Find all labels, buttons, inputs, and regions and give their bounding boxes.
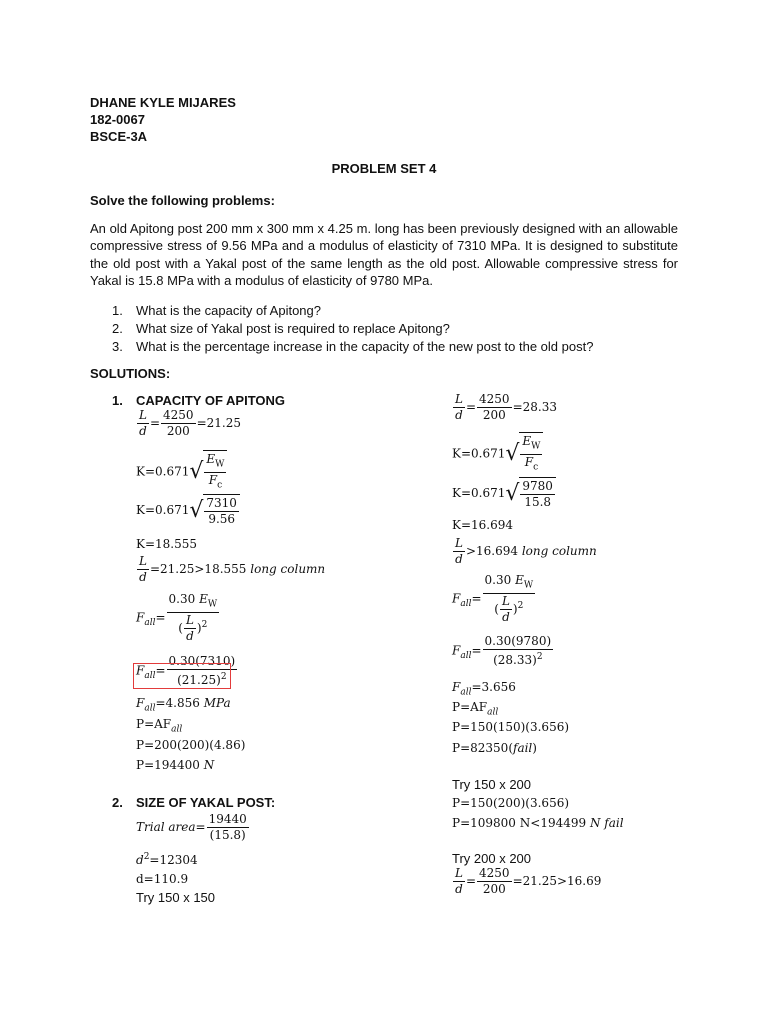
equation-k-formula: K=0.671 √ $\frac{E_W}{F_c}$ <box>136 450 227 494</box>
equation-k-result-yakal: K=16.694 <box>452 518 514 532</box>
trial-size-2: Try 150 x 200 <box>452 777 532 792</box>
solutions-label: SOLUTIONS: <box>90 366 171 381</box>
student-header <box>90 94 236 145</box>
section-heading-capacity: 1. CAPACITY OF APITONG <box>112 393 286 408</box>
trial-size-3: Try 200 x 200 <box>452 851 532 866</box>
equation-fall-values: $F_{all}=$ $\frac{0.30(7310)}{(21.25)^2}$ <box>136 654 236 687</box>
equation-p-formula: $P=AF_{all}$ <box>136 717 183 735</box>
equation-ld-trial3: $\frac{L}{d}$ = $\frac{4250}{200}$ =21.25>16.69 <box>455 866 602 896</box>
equation-p-formula-yakal: $P=AF_{all}$ <box>452 700 499 718</box>
list-item: 2. What size of Yakal post is required to replace Apitong? <box>112 321 450 336</box>
equation-k-values-yakal: K=0.671 √ $\frac{9780}{15.8}$ <box>452 477 556 510</box>
highlight-box <box>133 663 231 689</box>
instruction: Solve the following problems: <box>90 193 275 208</box>
equation-p2-calc: P=150(200)(3.656) <box>452 796 570 810</box>
equation-ld: $\frac{L}{d}$ = $\frac{4250}{200}$ =21.25 <box>139 408 241 438</box>
equation-ld-compare-yakal: $\frac{L}{d}$ >16.694 long column <box>455 536 597 566</box>
equation-p-calc-yakal: P=150(150)(3.656) <box>452 720 570 734</box>
equation-p2-result: P=109800 N<194499 N fail <box>452 816 624 830</box>
trial-size-1: Try 150 x 150 <box>136 890 216 905</box>
student-name: DHANE KYLE MIJARES <box>90 95 236 110</box>
equation-ld-compare: $\frac{L}{d}$ =21.25>18.555 long column <box>139 554 326 584</box>
equation-d: d=110.9 <box>136 872 189 886</box>
section-heading-yakal: 2. SIZE OF YAKAL POST: <box>112 795 276 810</box>
question-list <box>112 302 672 356</box>
equation-fall-values-yakal: $F_{all}=$ $\frac{0.30(9780)}{(28.33)^2}$ <box>452 634 552 667</box>
equation-d-squared: $d^2=12304$ <box>136 852 198 867</box>
equation-ld-yakal: $\frac{L}{d}$ = $\frac{4250}{200}$ =28.33 <box>455 392 557 422</box>
equation-trial-area: Trial area= $\frac{19440}{(15.8)}$ <box>136 812 247 842</box>
equation-p-result-yakal: P=82350(fail) <box>452 741 537 755</box>
problem-statement: An old Apitong post 200 mm x 300 mm x 4.25 m. long has been previously designed with an allowable compressive stress of 9.56 MPa and a modulus of elasticity of 7310 MPa. It is designed to substitute the old post with a Yakal post of the same length as the old post. Allowable compressive stress for Yakal is 15.8 MPa with a modulus of elasticity of 9780 MPa. <box>90 221 678 288</box>
equation-k-values: K=0.671 √ $\frac{7310}{9.56}$ <box>136 494 240 527</box>
equation-fall-formula: $F_{all}=$ 0.30 $E_W$ ( $\frac{L}{d}$ )$^2$ <box>136 592 218 644</box>
equation-fall-formula-yakal: $F_{all}=$ 0.30 $E_W$ ( $\frac{L}{d}$ )$^2$ <box>452 573 534 625</box>
equation-fall-result-yakal: $F_{all}=3.656$ <box>452 680 516 698</box>
equation-p-calc: P=200(200)(4.86) <box>136 738 246 752</box>
student-section: BSCE-3A <box>90 129 148 144</box>
student-id: 182-0067 <box>90 112 145 127</box>
equation-k-result: K=18.555 <box>136 537 198 551</box>
list-item: 1. What is the capacity of Apitong? <box>112 303 321 318</box>
equation-p-result: P=194400 N <box>136 758 215 772</box>
list-item: 3. What is the percentage increase in the capacity of the new post to the old post? <box>112 339 594 354</box>
equation-k-formula-yakal: K=0.671 √ $\frac{E_W}{F_c}$ <box>452 432 543 476</box>
page-title: PROBLEM SET 4 <box>331 161 437 176</box>
equation-fall-result: $F_{all}=4.856$ MPa <box>136 696 231 714</box>
